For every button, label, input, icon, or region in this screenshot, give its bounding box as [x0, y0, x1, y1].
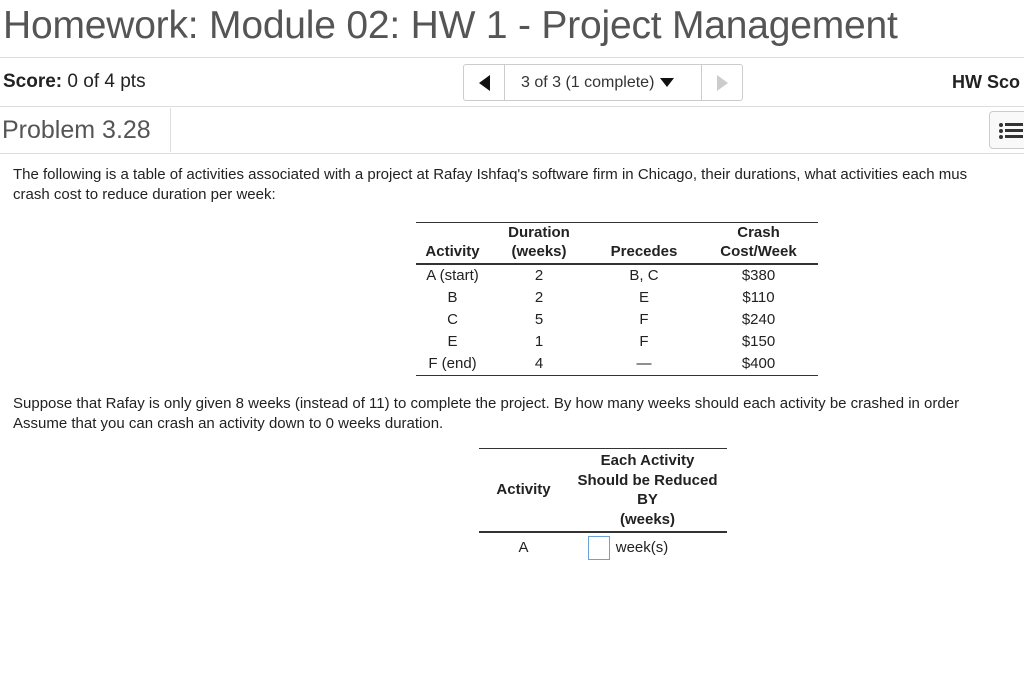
divider — [0, 57, 1024, 58]
question-line: Assume that you can crash an activity down to 0 weeks duration. — [13, 415, 444, 432]
crash-cost-cell: $150 — [741, 333, 776, 350]
crash-cost-cell: $110 — [742, 289, 775, 306]
hw-score-label: HW Sco — [952, 72, 1021, 92]
question-select-label: 3 of 3 (1 complete) — [521, 73, 655, 91]
table-row — [479, 532, 727, 561]
column-header: Crash — [737, 224, 780, 241]
activity-cell: A — [518, 539, 529, 556]
divider — [0, 106, 1024, 107]
caret-down-icon — [660, 78, 674, 87]
duration-cell: 2 — [534, 267, 544, 284]
answer-input[interactable] — [588, 536, 610, 560]
page-title: Homework: Module 02: HW 1 - Project Management — [3, 4, 898, 47]
column-header: Cost/Week — [699, 242, 818, 264]
duration-cell: 5 — [534, 311, 544, 328]
unit-label: week(s) — [615, 538, 669, 556]
table-row — [416, 353, 818, 376]
precedes-cell: B, C — [629, 267, 659, 284]
column-header — [568, 449, 727, 533]
answer-cell — [568, 532, 727, 561]
header-line: Each Activity — [600, 452, 695, 469]
header-line: (weeks) — [619, 510, 676, 528]
activity-cell: A (start) — [426, 267, 479, 284]
question-line: Suppose that Rafay is only given 8 weeks (instead of 11) to complete the project. By how many weeks should each activity be crashed in order — [13, 395, 960, 412]
answer-table — [479, 448, 727, 561]
question-text — [13, 394, 959, 434]
next-question-button[interactable] — [701, 65, 742, 100]
column-header — [589, 223, 699, 243]
duration-cell: 4 — [489, 353, 589, 376]
column-header: Activity — [479, 449, 568, 533]
table-row — [416, 331, 818, 353]
activity-cell: E — [447, 333, 458, 350]
header-line: Should be Reduced — [577, 471, 718, 489]
table-row — [416, 309, 818, 331]
header-line: BY — [637, 491, 658, 508]
intro-line: The following is a table of activities associated with a project at Rafay Ishfaq's software firm in Chicago, their durations, what activities each mus — [13, 166, 968, 183]
precedes-cell: E — [638, 289, 649, 306]
score-value: 0 of 4 pts — [67, 71, 146, 92]
question-navigator — [463, 64, 743, 101]
table-row — [416, 264, 818, 287]
score — [3, 71, 146, 93]
column-header — [416, 223, 489, 243]
duration-cell: 1 — [534, 333, 544, 350]
crash-cost-cell: $400 — [699, 353, 818, 376]
activity-cell: C — [447, 311, 458, 328]
table-row — [416, 287, 818, 309]
crash-cost-cell: $380 — [741, 267, 776, 284]
divider — [0, 153, 1024, 154]
duration-cell: 2 — [534, 289, 544, 306]
precedes-cell: F — [639, 333, 649, 350]
arrow-left-icon — [479, 75, 490, 91]
column-header: (weeks) — [489, 242, 589, 264]
crash-cost-cell: $240 — [741, 311, 776, 328]
previous-question-button[interactable] — [464, 65, 505, 100]
intro-line: crash cost to reduce duration per week: — [13, 186, 276, 203]
activity-cell: B — [447, 289, 458, 306]
precedes-cell: F — [639, 311, 649, 328]
activity-table — [416, 222, 818, 376]
score-label: Score: — [3, 71, 63, 92]
arrow-right-icon — [717, 75, 728, 91]
column-header: Duration — [508, 224, 570, 241]
question-menu-button[interactable] — [989, 111, 1024, 149]
question-select-dropdown[interactable] — [505, 65, 674, 100]
problem-title: Problem 3.28 — [0, 108, 171, 152]
activity-cell: F (end) — [416, 353, 489, 376]
column-header: Activity — [416, 242, 489, 264]
column-header: Precedes — [589, 242, 699, 264]
precedes-cell: — — [589, 353, 699, 376]
intro-text — [13, 165, 967, 205]
